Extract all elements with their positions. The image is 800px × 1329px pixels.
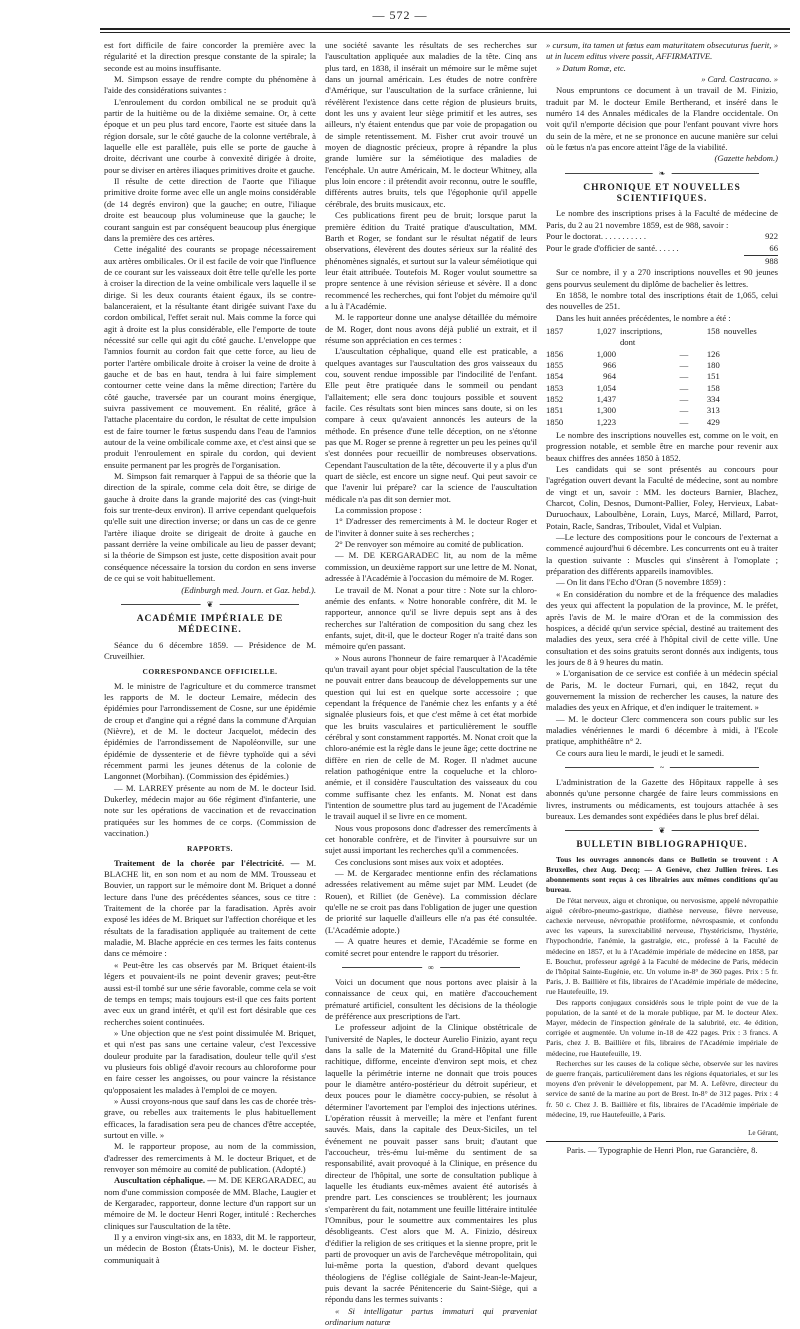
paragraph: M. Simpson essaye de rendre compte du phénomène à l'aide des considérations suivantes : [104,74,316,96]
suffix-cell [720,394,778,405]
inscriptions-row [546,417,778,428]
paragraph: — A quatre heures et demie, l'Académie se forme en comité secret pour entendre le rapport du trésorier. [325,936,537,958]
inscriptions-row [546,360,778,371]
total-cell: 1,300 [596,405,616,416]
count-row [546,243,778,254]
section-separator [546,825,778,837]
label-cell [616,349,674,360]
paragraph: Ce cours aura lieu le mardi, le jeudi et le samedi. [556,747,724,758]
printer-line: Paris. — Typographie de Henri Plon, rue Garancière, 8. [566,1145,758,1156]
new-cell: 180 [706,359,720,370]
paragraph: » Datum Romæ, etc. [556,62,626,73]
total-cell: 1,437 [596,393,616,404]
dash-cell [674,326,693,349]
paragraph: — M. le docteur Clerc commencera son cours public sur les maladies vénériennes le mardi 6 décembre à midi, à l'Ecole pratique, amphithéâtre n° 2. [546,713,778,747]
paragraph: » L'organisation de ce service est confiée à un médecin spécial de Paris, M. le docteur Furnari, qui, en 1842, reçut du gouvernement la mission de rechercher les causes, la nature des maladies des yeux en Afrique, et d'en indiquer le traitement. » [546,668,778,713]
gerant-label: Le Gérant, [748,1128,778,1137]
label-cell [616,383,674,394]
paragraph: 1° D'adresser des remerciments à M. le docteur Roger et de l'inviter à donner suite à ses recherches ; [325,516,537,538]
paragraph: Cette inégalité des courants se propage nécessairement aux artères ombilicales. Or il est facile de voir que l'influence de ce courant sur les vaisseaux doit être telle qu'elle les porte à croiser la direction de la veine ombilicale vers laquelle il se dirige. Si les deux courants étaient égaux, ils se contre-balanceraient, et la résultante étant dirigée suivant l'axe du cordon ombilical, l'effet serait nul. Mais comme la force qui agit à droite est la plus considérable, elle l'emporte de toute nécessité sur celle qui agit du côté gauche. L'enveloppe que l'amnios fournit au cordon fait que cette force, au lieu de porter l'artère ombilicale droite à croiser la veine de droite à gauche et de bas en haut, tendra à lui faire simplement contourner cette veine dans la même direction; l'artère du côté gauche, traversée par un courant moins énergique, suivra passivement ce mouvement. En réalité, grâce à l'attache placentaire du cordon, le résultat de cette impulsion est de faire tourner le fœtus suspendu dans l'eau de l'amnios autour de la veine ombilicale comme axe, et c'est ainsi que se produit l'enroulement en spirale du cordon, qui devient ensuite permanent par les progrès de l'organisation. [104,244,316,470]
inscriptions-row [546,394,778,405]
ornament-icon: ∞ [422,962,440,973]
inscriptions-row [546,383,778,394]
year-cell: 1853 [546,382,564,393]
new-cell: 158 [706,325,720,336]
total-cell: 1,223 [596,416,616,427]
new-cell: 151 [706,371,720,382]
count-row [546,231,778,242]
paragraph: 2° De renvoyer son mémoire au comité de publication. [335,539,524,550]
dash-cell: — [679,393,689,404]
ornament-icon: ❦ [201,599,220,610]
section-heading-academie: ACADÉMIE IMPÉRIALE DE MÉDECINE. [136,613,284,636]
paragraph: M. le rapporteur propose, au nom de la commission, d'adresser des remerciments à M. le docteur Briquet, et de renvoyer son mémoire au comité de publication. (Adopté.) [104,1141,316,1174]
inscriptions-row [546,371,778,382]
dash-cell: — [679,382,689,393]
footer [546,1128,778,1157]
dash-cell: — [679,416,689,427]
total-cell: 964 [603,371,616,382]
paragraph: Il y a environ vingt-six ans, en 1833, dit M. le rapporteur, un médecin de Boston (États-Unis), M. le docteur Fisher, communiquait à [104,1232,316,1265]
count-label: Pour le grade d'officier de santé. . . . . . [546,242,679,253]
section-heading-bulletin: BULLETIN BIBLIOGRAPHIQUE. [576,840,748,851]
dash-cell: — [679,348,689,359]
bibliography-entry: Recherches sur les causes de la colique sèche, observée sur les navires de guerre français, particulièrement dans les régions équatoriales, et sur les moyens d'en prévenir le développement, par M. A. Lefèvre, directeur du service de santé de la marine au port de Brest. In-8° de 312 pages. Prix : 4 fr. 50 c. Chez J. B. Baillière et fils, libraires de l'Académie impériale de médecine, 19, rue Hautefeuille, à Paris. [546,1058,778,1119]
paragraph: Ces publications firent peu de bruit; lorsque parut la première édition du Traité pratique d'auscultation, MM. Barth et Roger, se fondant sur le résultat négatif de leurs observations, élevèrent des doutes sérieux sur la réalité des phénomènes signalés, et surtout sur la valeur séméiotique qui leur était attribuée. Toutefois M. Roger voulut soumettre sa propre sentence à une révision sérieuse et sévère. Il a donc recommencé les recherches, qui font l'objet du mémoire qu'il a lu à l'Académie. [325,210,537,311]
column-middle [325,40,537,1328]
paragraph: M. le rapporteur donne une analyse détaillée du mémoire de M. Roger, dont nous avons déjà publié un extrait, et il résume son appréciation en ces termes : [325,312,537,345]
paragraph: L'auscultation céphalique, quand elle est praticable, a quelques avantages sur l'auscultation des gros vaisseaux du cou, souvent rendue impossible par l'indocilité de l'enfant. Elle peut être pratiquée dans le sommeil ou pendant l'allaitement; elle sera donc toujours possible et souvent facile. Ces résultats sont bien minces sans doute, si on les compare à ceux qu'avaient annoncés les auteurs de la méthode. En présence d'une telle déception, on ne s'étonne pas que M. Roger se prenne à regretter un peu les peines qu'il s'est données pour recueillir de nombreuses observations. Cependant l'auscultation de la tête, découverte il y a plus d'un quart de siècle, est encore un signe neuf. Qui peut savoir ce que l'avenir lui prépare? car la science de l'auscultation médicale n'a pas dit son dernier mot. [325,346,537,504]
section-separator [546,762,778,774]
paragraph: Voici un document que nous portons avec plaisir à la connaissance de ceux qui, en matière d'accouchement prématuré artificiel, consultent les décisions de la théologie de préférence aux prescriptions de l'art. [325,976,537,1021]
year-cell: 1850 [546,416,564,427]
paragraph: M. Simpson fait remarquer à l'appui de sa théorie que la direction de la spirale, comme cela doit être, se dirige de gauche à droite dans la grande majorité des cas (vingt-huit fois sur trente-deux environ). Il arrive cependant quelquefois qu'elle suit une direction inverse; or dans un cas de ce genre l'artère iliaque droite se dirigeait de droite à gauche en passant derrière la veine ombilicale au lieu de passer devant; si la théorie de Simpson est juste, cette disposition avait pour conséquence nécessaire la torsion du cordon en sens inverse de ce qui se voit habituellement. [104,471,316,584]
subheading-rapports: RAPPORTS. [187,844,233,854]
year-cell: 1854 [546,371,564,382]
year-cell: 1852 [546,393,564,404]
paragraph [104,858,316,960]
source-citation: (Gazette hebdom.) [714,153,778,164]
inscriptions-row [546,326,778,349]
paragraph: Sur ce nombre, il y a 270 inscriptions nouvelles et 90 jeunes gens pourvus seulement du diplôme de bachelier ès lettres. [546,267,778,289]
paragraph-lead: Auscultation céphalique. — [114,1175,217,1186]
new-cell: 334 [706,393,720,404]
bibliography-entry: Des rapports conjugaux considérés sous le triple point de vue de la population, de la santé et de la morale publique, par M. le docteur Alex. Mayer, médecin de l'inspection générale de la salubrité, etc. 4e édition, corrigée et augmentée. Un volume in-18 de 422 pages. Prix : 3 francs. A Paris, chez J. B. Baillière et fils, libraires de l'Académie impériale de médecine, rue Hautefeuille, 19. [546,997,778,1058]
paragraph: Il résulte de cette direction de l'aorte que l'iliaque primitive droite forme avec elle un angle moins considérable (de 14 degrés environ) que la gauche; en outre, l'iliaque droite est beaucoup plus volumineuse que la gauche; le courant sanguin est par conséquent beaucoup plus énergique dans la première des ces artères. [104,176,316,243]
paragraph: « Si intelligatur partus immaturi qui præveniat ordinarium naturæ [325,1305,537,1328]
paragraph: » Nous aurons l'honneur de faire remarquer à l'Académie qu'un travail ayant pour objet spécial l'auscultation de la tête ne pouvait entrer dans beaucoup de développements sur une question qui lui est en quelque sorte accessoire ; que cependant la fréquence de l'anémie chez les enfants y a été signalée plusieurs fois, et que c'est même à cet état morbide que les bruits vasculaires et particulièrement le souffle cérébral y sont constamment rapportés. M. Nonat croit que la chloro-anémie est la règle dans le jeune âge; cette doctrine ne diffère en rien de celle de M. Roger. Il n'admet aucune relation pathogénique entre la coqueluche et la chloro-anémie, et il considère l'auscultation des vaisseaux du cou comme suffisante chez les enfants. M. Nonat est dans l'intention de soumettre plus tard au jugement de l'Académie le travail auquel il se livre en ce moment. [325,652,537,822]
suffix-cell [720,417,778,428]
total-cell: 1,000 [596,348,616,359]
paragraph: « Peut-être les cas observés par M. Briquet étaient-ils légers et pouvaient-ils ne point devenir graves; peut-être aussi est-il tombé sur une série favorable, comme cela se voit de temps en temps; mais toujours est-il que ces faits portent avec eux un grand intérêt, et qu'il est fort désirable que ces recherches soient continuées. [104,959,316,1027]
paragraph: En 1858, le nombre total des inscriptions était de 1,065, celui des nouvelles de 251. [546,289,778,312]
count-total-row [546,256,778,267]
count-label: Pour le doctorat. . . . . . . . . . . [546,231,647,242]
paragraph: Le travail de M. Nonat a pour titre : Note sur la chloro-anémie des enfants. « Notre honorable confrère, dit M. le rapporteur, annonce qu'il se livre depuis sept ans à des recherches sur l'altération de composition du sang chez les enfants, sujet, dit-il, que le docteur Roger n'a traité dans son mémoire qu'en passant. [325,584,537,652]
paragraph: Le professeur adjoint de la Clinique obstétricale de l'université de Naples, le docteur Aurelio Finizio, ayant reçu dans la salle de la Maternité du Grand-Hôpital une fille rachitique, difforme, enceinte d'environ sept mois, et chez laquelle la périmétrie interne ne donnait que trois pouces pour le diamètre antéro-postérieur du détroit supérieur, et deux pouces pour le diamètre coccy-pubien, se résolut à déterminer l'avortement par l'emploi des injections utérines. L'opération réussit à merveille; la mère et l'enfant furent sauvés. Mais, dans la capitale des Deux-Siciles, un tel événement ne pouvait passer sans bruit; d'autant que l'accoucheur, très-ému lui-même du sentiment de sa responsabilité, avait provoqué à la Clinique, en présence du directeur de l'hôpital, une sorte de consultation publique à laquelle les étudiants eux-mêmes avaient été autorisés à prendre part. Les consciences se troublèrent; les journaux s'emparèrent du fait, notamment une feuille littéraire intitulée l'Omnibus, pour le soumettre aux commentaires les plus désobligeants. C'est alors que M. A. Finizio, désireux d'édifier la religion de ses critiques et la sienne propre, prit le parti de provoquer un avis de l'archevêque métropolitain, qui lui-même porta la question, d'abord devant quelques théologiens de l'église collégiale de Saint-Jean-le-Majeur, puis devant la sacrée Pénitencerie du Saint-Siège, qui a répondu dans les termes suivants : [325,1022,537,1305]
count-value: 922 [765,231,778,242]
year-cell: 1856 [546,348,564,359]
count-value: 66 [769,242,778,253]
total-cell: 1,027 [596,325,616,336]
paragraph-body: M. BLACHE lit, en son nom et au nom de MM. Trousseau et Bouvier, un rapport sur le mémoire dont M. Briquet a donné lecture dans l'une des précédentes séances, sous ce titre : Traitement de la chorée par la faradisation. Après avoir exposé les idées de M. Briquet sur l'affection choréique et les résultats de la faradisation appliquée au traitement de cette maladie, M. Blache apprécie en ces termes les faits contenus dans ce mémoire : [104,857,316,959]
header-rule [100,28,790,30]
label-cell [616,417,674,428]
section-heading-chronique: CHRONIQUE ET NOUVELLES SCIENTIFIQUES. [583,182,741,205]
total-cell: 1,054 [596,382,616,393]
new-cell: 158 [706,382,720,393]
paragraph: est fort difficile de faire concorder la première avec la régularité et la direction presque constante de la spirale; la seconde est au moins insuffisante. [104,40,316,73]
ornament-icon: ❧ [653,168,672,179]
paragraph: Nous vous proposons donc d'adresser des remercîments à cet honorable confrère, et de l'inviter à poursuivre sur un sujet aussi important les recherches qu'il a commencées. [325,822,537,856]
ornament-icon: ❦ [653,825,672,836]
section-separator [104,599,316,611]
suffix-cell [720,349,778,360]
footer-rule [546,1141,778,1142]
inscriptions-table [546,326,778,428]
paragraph: — M. LARREY présente au nom de M. le docteur Isid. Dukerley, médecin major au 66e régiment d'infanterie, une note sur les opérations de vaccination et de revaccination pratiquées sur les hommes de ce corps. (Commission de vaccination.) [104,782,316,839]
paragraph: Tous les ouvrages annoncés dans ce Bulletin se trouvent : A Bruxelles, chez Aug. Decq; — A Genève, chez Jullien frères. Les abonnements sont reçus à ces librairies aux mêmes conditions qu'au bureau. [546,854,778,895]
paragraph: Les candidats qui se sont présentés au concours pour l'agrégation ouvert devant la Faculté de médecine, sont au nombre de vingt et un, savoir : MM. les docteurs Barnier, Blachez, Charcot, Colin, Desnos, Dumont-Pallier, Foley, Hervieux, Labat-Duruochaux, Laboulbène, Lorain, Luys, Marcé, Millard, Parrot, Potain, Racle, Sandras, Triboulet, Vidal et Vulpian. [546,464,778,531]
paragraph: La commission propose : [335,505,422,516]
new-cell: 429 [706,416,720,427]
paragraph: M. le ministre de l'agriculture et du commerce transmet les rapports de M. le docteur Lemaire, médecin des épidémies pour l'arrondissement de Cosne, sur une épidémie de croup et d'angine qui a régné dans la commune d'Arquian (Nièvre), et de M. le docteur Jacquelot, médecin des épidémies de l'arrondissement de Napoléonville, sur une épidémie de dyssenterie et de fièvre typhoïde qui a sévi récemment parmi les jeunes détenus de la colonie de Langonnet (Morbihan). (Commission des épidémies.) [104,680,316,782]
paragraph: » Une objection que ne s'est point dissimulée M. Briquet, et qui n'est pas sans une certaine valeur, c'est l'excessive douleur produite par la faradisation, douleur telle qu'il s'est vu plusieurs fois obligé d'avoir recours au chloroforme pour en faire cesser les angoisses, ou pour vaincre la résistance qu'opposaient les malades à l'emploi de ce moyen. [104,1027,316,1095]
suffix-cell: nouvelles [723,325,757,336]
suffix-cell [720,371,778,382]
dash-cell: — [679,371,689,382]
signature-line: » Card. Castracano. » [701,74,778,85]
paragraph: Le nombre des inscriptions prises à la Faculté de médecine de Paris, du 2 au 21 novembre 1859, est de 988, savoir : [546,208,778,230]
paragraph-body: M. DE KERGARADEC, au nom d'une commission composée de MM. Blache, Laugier et de Kergaradec, rapporteur, donne lecture d'un rapport sur un mémoire de M. le docteur Henri Roger, intitulé : Recherches cliniques sur l'auscultation de la tête. [104,1175,316,1231]
seance-line: Séance du 6 décembre 1859. — Présidence de M. Cruveilhier. [104,639,316,661]
year-cell: 1851 [546,405,564,416]
paragraph: —Le lecture des compositions pour le concours de l'externat a commencé aujourd'hui 6 décembre. Les concurrents ont eu à traiter la question suivante : Muscles qui s'insèrent à l'omoplate ; préparation des différents appareils inamovibles. [546,532,778,577]
count-total: 988 [765,255,778,266]
dash-cell: — [679,405,689,416]
year-cell: 1857 [546,325,564,336]
paragraph: Nous empruntons ce document à un travail de M. Finizio, traduit par M. le docteur Emile Bertherand, et inséré dans le numéro 14 des Annales médicales de la Flandre occidentale. On voit qu'il n'emporte décision que pour l'enfant pouvant vivre hors du sein de la mère, et ne se prononce en aucune manière sur celui où le fœtus n'a pas encore atteint l'âge de la viabilité. [546,85,778,153]
new-cell: 126 [706,348,720,359]
paragraph: Ces conclusions sont mises aux voix et adoptées. [335,856,504,867]
paragraph: » Aussi croyons-nous que sauf dans les cas de chorée très-grave, ou rebelles aux traitements le plus habituellement efficaces, la faradisation sera peu de chances d'être acceptée, surtout en ville. » [104,1095,316,1140]
paragraph: Le nombre des inscriptions nouvelles est, comme on le voit, en progression notable, et semble être en marche pour revenir aux beaux chiffres des années 1850 à 1852. [546,430,778,463]
suffix-cell [720,383,778,394]
section-separator [325,962,537,974]
paragraph: Dans les huit années précédentes, le nombre a été : [556,312,731,323]
paragraph: — On lit dans l'Echo d'Oran (5 novembre 1859) : [556,577,726,588]
paragraph [104,1175,316,1232]
label-cell [616,371,674,382]
ornament-icon: ~ [654,762,670,773]
label-cell [616,394,674,405]
paragraph-lead: Traitement de la chorée par l'électricité. — [114,857,300,868]
source-citation: (Edinburgh med. Journ. et Gaz. hebd.). [181,584,316,595]
header-rule-thin [100,32,790,33]
dash-cell: — [679,359,689,370]
year-cell: 1855 [546,359,564,370]
column-left [104,40,316,1265]
inscriptions-row [546,349,778,360]
suffix-cell [720,360,778,371]
paragraph: une société savante les résultats de ses recherches sur l'auscultation appliquée aux maladies de la tête. Cinq ans plus tard, en 1838, il insérait un mémoire sur le même sujet dans un journal américain. Les études de notre confrère d'Amérique, sur l'auscultation de la surface crânienne, lui révélèrent l'existence dans cette région de plusieurs bruits, dont les uns y avaient leur siège primitif et les autres, ses ailleurs, n'y étaient entendus que par voie de propagation ou de simple retentissement. M. Fisher crut avoir trouvé un moyen de diagnostic précieux, propre à répandre la plus grande lumière sur la séméiotique des maladies de l'encéphale. Un autre Américain, M. le docteur Whitney, alla plus loin encore : il prétendit avoir reconnu, outre le souffle, différents autres bruits, tels que l'égophonie qu'il appelle cérébrale, des bruits musicaux, etc. [325,40,537,209]
label-cell: inscriptions, dont [620,325,663,348]
paragraph: — M. DE KERGARADEC lit, au nom de la même commission, un deuxième rapport sur une lettre de M. Nonat, adressée à l'Académie à l'occasion du mémoire de M. Roger. [325,550,537,584]
column-right [546,40,778,1160]
total-cell: 966 [603,359,616,370]
label-cell [616,405,674,416]
bibliography-entry: De l'état nerveux, aigu et chronique, ou nervosisme, appelé névropathie aiguë cérébro-pneumo-gastrique, diathèse nerveuse, fièvre nerveuse, cachexie nerveuse, névropathie protéiforme, névrospasmie, et confondu avec les vapeurs, la surexcitabilité nerveuse, l'hystéricisme, l'hystérie, l'hypochondrie, l'anémie, la gastralgie, etc., professé à la Faculté de médecine en 1857, et lu à l'Académie impériale de médecine en 1858, par E. Bouchut, professeur agrégé à la Faculté de médecine de Paris, médecin de l'hôpital Sainte-Eugénie, etc. Un volume in-8° de 360 pages. Prix : 5 fr. Paris, J. B. Baillière et fils, libraires de l'Académie impériale de médecine, rue Hautefeuille, 19. [546,895,778,997]
section-separator [546,168,778,180]
suffix-cell [720,405,778,416]
page-number: — 572 — [372,8,428,22]
paragraph: L'administration de la Gazette des Hôpitaux rappelle à ses abonnés qu'une personne chargée de faire leurs commissions en livres, instruments ou médicaments, est toujours attachée à ses bureaux. Les demandes sont expédiées dans le plus bref délai. [546,776,778,821]
paragraph: — M. de Kergaradec mentionne enfin des réclamations adressées relativement au même sujet par MM. Leudet (de Rouen), et Rilliet (de Genève). La commission déclare qu'elle ne se croit pas dans l'obligation de juger une question de priorité sur laquelle d'ailleurs elle n'a pas été consultée. (L'Académie adopte.) [325,868,537,935]
inscriptions-row [546,405,778,416]
paragraph: L'enroulement du cordon ombilical ne se produit qu'à partir de la huitième ou de la dixième semaine. Or, à cette époque et un peu plus tard encore, l'aorte est située dans la région dorsale, sur le côté gauche de la colonne vertébrale, à laquelle elle est parallèle, puis elle se porte de gauche à droite, décrivant une courbe à convexité dirigée à droite, pour se diviser en artères iliaques primitives droite et gauche. [104,96,316,175]
paragraph: « En considération du nombre et de la fréquence des maladies des yeux qui affectent la population de la province, M. le préfet, après l'avis de M. le maire d'Oran et de la commission des hospices, a décidé qu'un service spécial, destiné au traitement des maladies des yeux, sera créé à l'hôpital civil de cette ville. Une consultation et des soins gratuits seront donnés aux indigents, tous les jours de 8 à 9 heures du matin. [546,588,778,667]
label-cell [616,360,674,371]
paragraph: » cursum, ita tamen ut fœtus eam maturitatem obsecuturus fuerit, » ut in lucem editus vivere possit, AFFIRMATIVE. [546,40,778,62]
subheading-correspondance: CORRESPONDANCE OFFICIELLE. [142,667,278,677]
new-cell: 313 [706,405,720,416]
